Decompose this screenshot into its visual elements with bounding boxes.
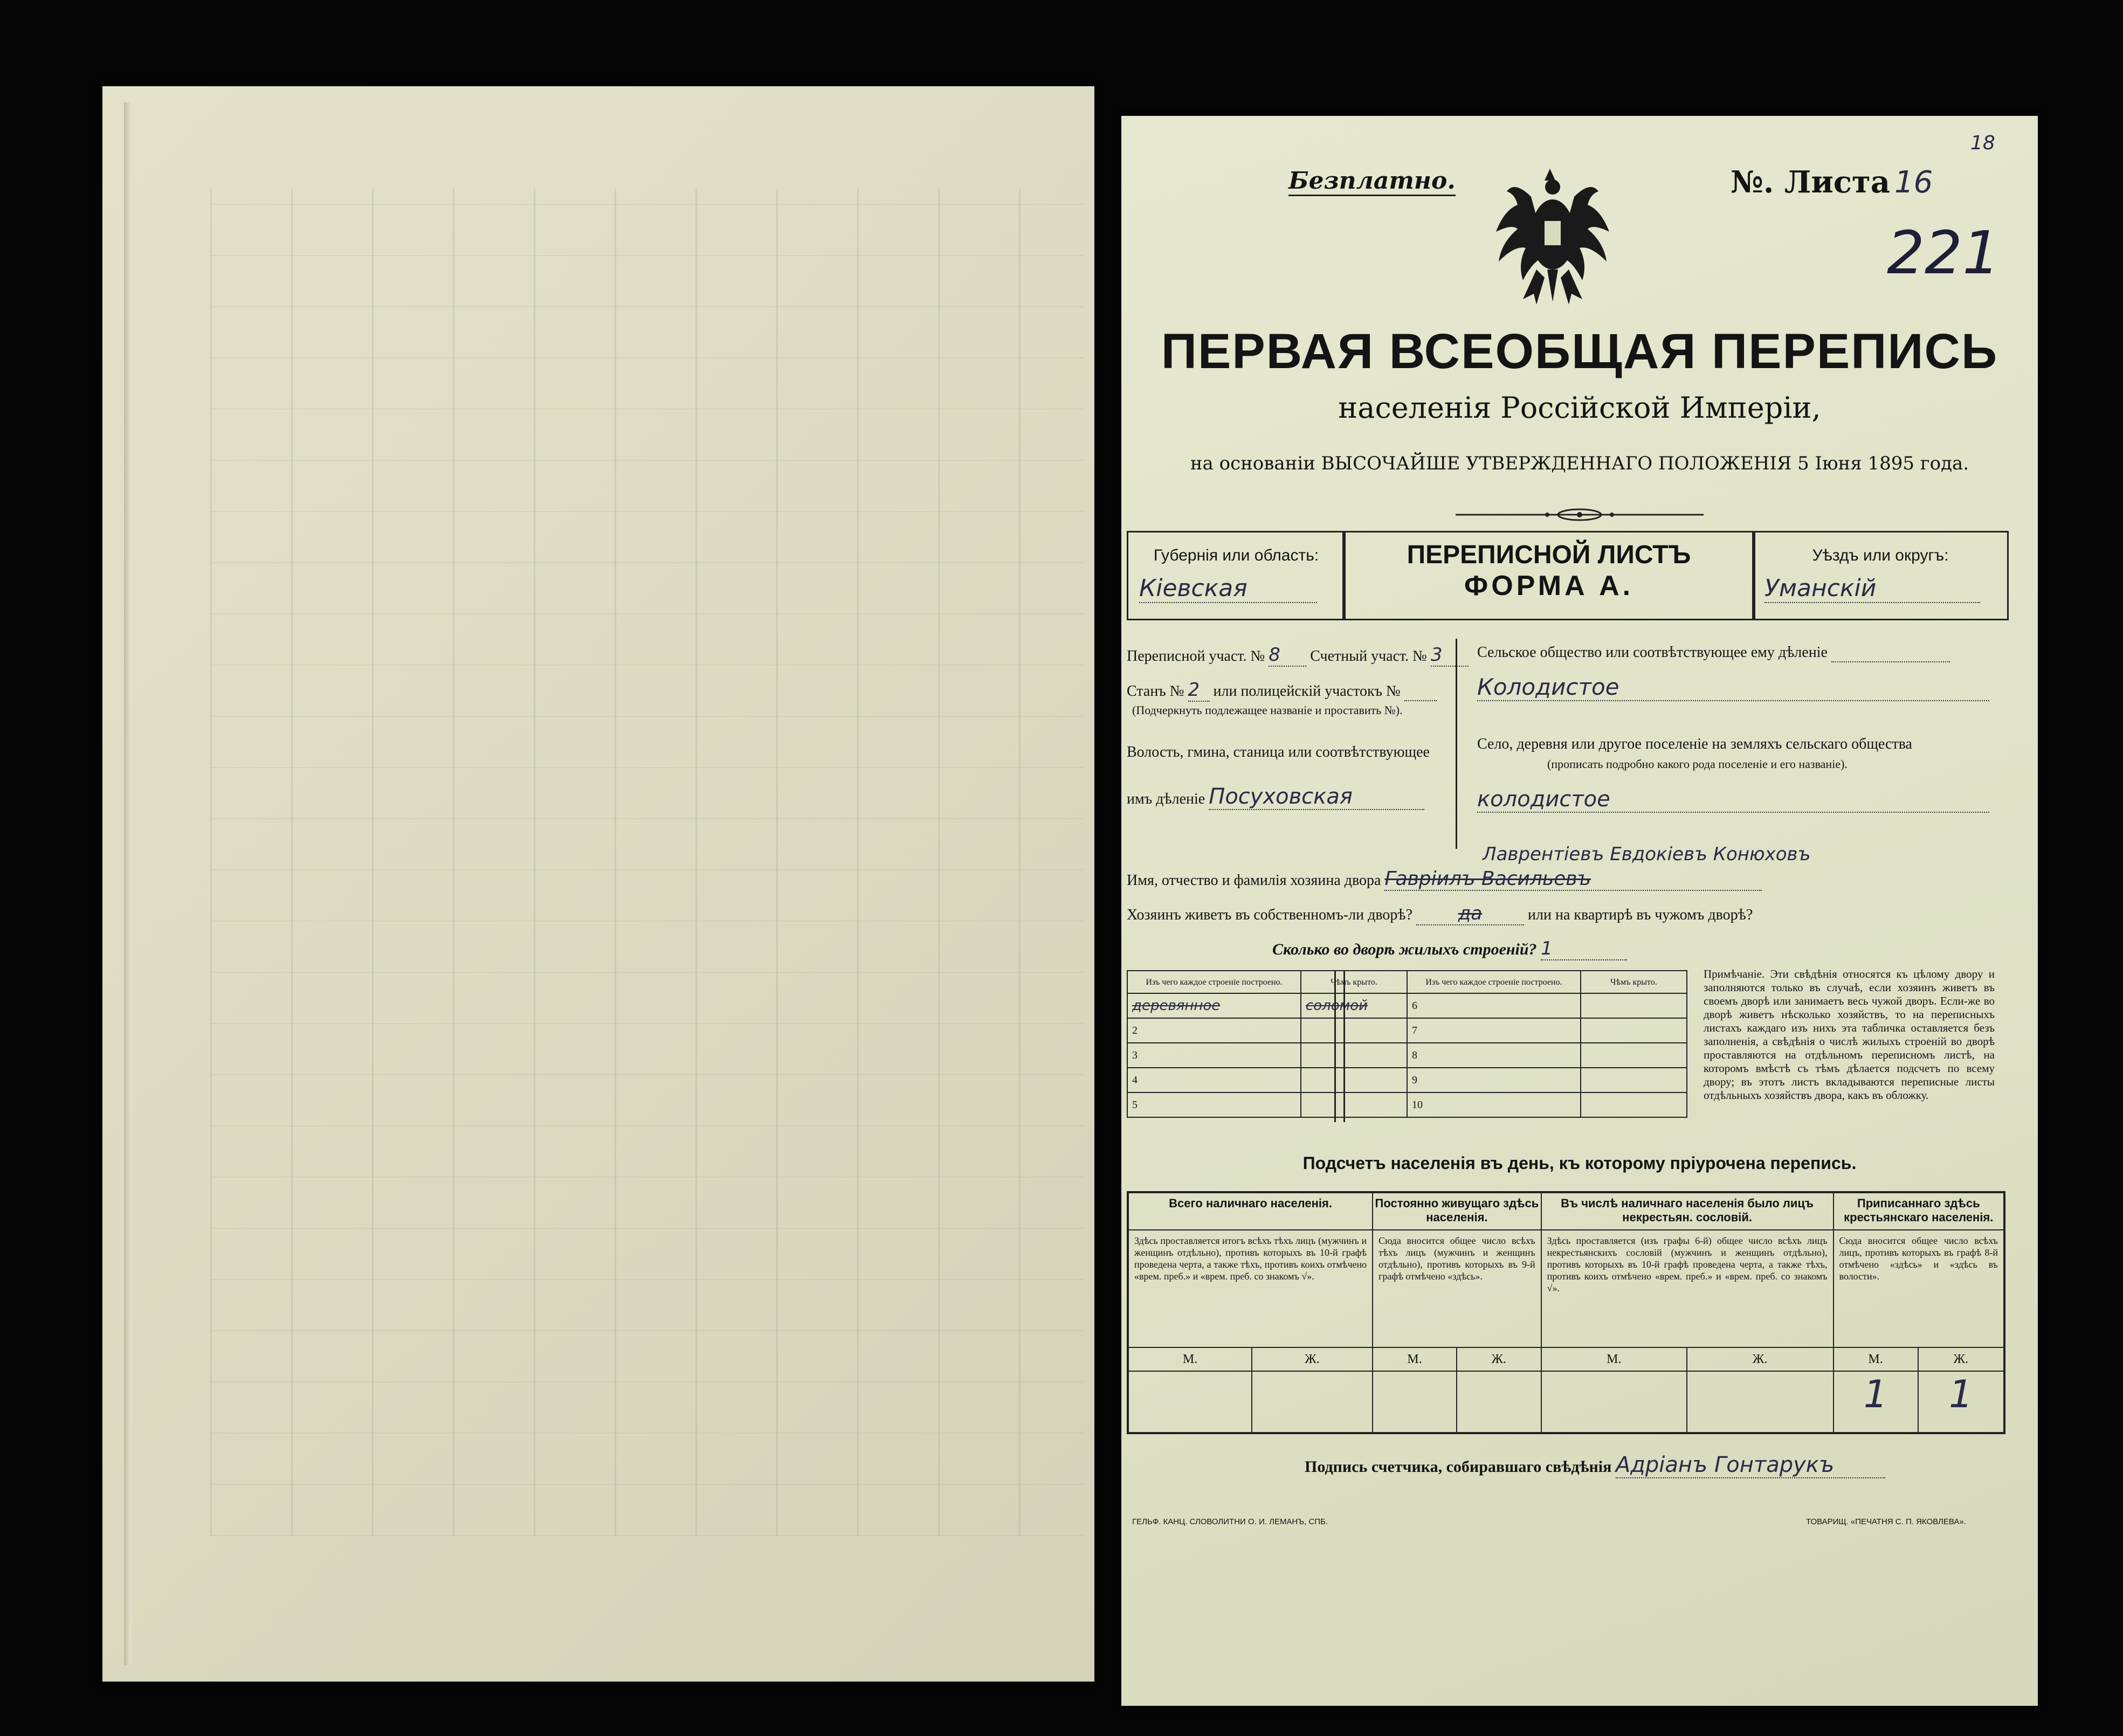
printer-right: ТОВАРИЩ. «ПЕЧАТНЯ С. П. ЯКОВЛЕВА». bbox=[1806, 1517, 1966, 1526]
col-roof: Чѣмъ крыто. bbox=[1301, 971, 1407, 993]
form-list-form: ФОРМА А. bbox=[1464, 570, 1634, 601]
row-number: 10 bbox=[1407, 1092, 1581, 1117]
left-blank-page bbox=[102, 86, 1094, 1682]
sheet-number-label: №. Листа bbox=[1731, 164, 1890, 200]
gubernia-box bbox=[1127, 531, 1346, 620]
owner-label: Имя, отчество и фамилія хозяина двора bbox=[1127, 872, 1381, 889]
uezd-value: Уманскій bbox=[1764, 575, 1980, 603]
obshchestvo-label: Сельское общество или соотвѣтствующее ему дѣленіе bbox=[1477, 644, 1828, 661]
row-number: 3 bbox=[1127, 1043, 1301, 1068]
row1-material: деревянное bbox=[1127, 993, 1301, 1018]
volost-value: Посуховская bbox=[1209, 784, 1424, 810]
signature-field bbox=[1305, 1453, 1885, 1478]
zh-label: Ж. bbox=[1918, 1347, 2004, 1371]
printer-left: ГЕЛЬФ. КАНЦ. СЛОВОЛИТНИ О. И. ЛЕМАНЪ, СПБ. bbox=[1132, 1517, 1328, 1526]
population-count-title: Подсчетъ населенія въ день, къ которому пріурочена перепись. bbox=[1302, 1153, 1857, 1173]
volost-label-2: имъ дѣленіе bbox=[1127, 791, 1205, 807]
buildings-table-left bbox=[1127, 970, 1687, 1118]
m-label: М. bbox=[1834, 1347, 1918, 1371]
col1-desc: Здѣсь проставляется итогъ всѣхъ тѣхъ лицъ (мужчинъ и женщинъ отдѣльно), противъ которыхъ въ 10-й графѣ проведена черта, а также тѣхъ, противъ коихъ отмѣчено «врем. преб.» и «врем. преб. со знакомъ √». bbox=[1128, 1230, 1373, 1347]
obshchestvo-field bbox=[1477, 644, 1950, 662]
buildings-label: Сколько во дворѣ жилыхъ строеній? bbox=[1272, 940, 1537, 958]
stan-value: 2 bbox=[1188, 679, 1210, 702]
ornament-divider bbox=[1456, 504, 1704, 525]
page-stack-edge bbox=[124, 102, 132, 1665]
gubernia-value: Кіевская bbox=[1139, 575, 1317, 603]
row-number: 4 bbox=[1127, 1068, 1301, 1092]
owner-value-top: Лаврентіевъ Евдокіевъ Конюховъ bbox=[1483, 843, 1811, 865]
sheet-number bbox=[1731, 164, 1933, 200]
row-number: 7 bbox=[1407, 1018, 1581, 1043]
population-count-table bbox=[1127, 1191, 2005, 1434]
signature-label: Подпись счетчика, собиравшаго свѣдѣнія bbox=[1305, 1458, 1612, 1476]
free-label: Безплатно. bbox=[1288, 167, 1456, 196]
volost-field bbox=[1127, 784, 1424, 810]
double-headed-eagle-icon bbox=[1493, 164, 1612, 310]
m-label: М. bbox=[1128, 1347, 1252, 1371]
col-material-right: Изъ чего каждое строеніе построено. bbox=[1407, 971, 1581, 993]
table-row bbox=[1127, 1018, 1687, 1043]
sheet-number-value: 16 bbox=[1894, 165, 1933, 200]
schetny-value: 3 bbox=[1431, 644, 1469, 667]
row-number: 6 bbox=[1407, 993, 1581, 1018]
col-material: Изъ чего каждое строеніе построено. bbox=[1127, 971, 1301, 993]
col4-head: Приписаннаго здѣсь крестьянскаго населенія. bbox=[1834, 1192, 2004, 1230]
owner-value: Гавріилъ Васильевъ bbox=[1384, 868, 1762, 891]
buildings-value: 1 bbox=[1541, 938, 1627, 960]
stan-note: (Подчеркнуть подлежащее названіе и проставить №). bbox=[1132, 703, 1403, 717]
stan-label: Станъ № bbox=[1127, 683, 1184, 700]
col3-desc: Здѣсь проставляется (изъ графы 6-й) общее число всѣхъ лицъ некрестьянскихъ сословій (мужчинъ и женщинъ отдѣльно), противъ которыхъ въ 10-й графѣ проведена черта, а также тѣхъ, противъ коихъ отмѣчено «врем. преб.» и «врем. преб. со знакомъ √». bbox=[1541, 1230, 1834, 1347]
owner-field bbox=[1127, 868, 1762, 891]
row-number: 9 bbox=[1407, 1068, 1581, 1092]
form-type-box bbox=[1342, 531, 1755, 620]
col4-m-value: 1 bbox=[1834, 1371, 1918, 1433]
own-yard-label: Хозяинъ живетъ въ собственномъ-ли дворѣ? bbox=[1127, 907, 1413, 923]
obshchestvo-value: Колодистое bbox=[1477, 674, 1989, 701]
form-list-title: ПЕРЕПИСНОЙ ЛИСТЪ bbox=[1407, 541, 1691, 569]
form-basis: на основаніи ВЫСОЧАЙШЕ УТВЕРЖДЕННАГО ПОЛОЖЕНІЯ 5 Іюня 1895 года. bbox=[1190, 453, 1969, 474]
row-number: 5 bbox=[1127, 1092, 1301, 1117]
col4-desc: Сюда вносится общее число всѣхъ лицъ, противъ которыхъ въ графѣ 8-й отмѣчено «здѣсь» и «здѣсь въ волости». bbox=[1834, 1230, 2004, 1347]
m-label: М. bbox=[1541, 1347, 1687, 1371]
bleed-through-grid bbox=[210, 189, 1084, 1536]
selo-note: (прописать подробно какого рода поселеніе и его названіе). bbox=[1547, 757, 1848, 771]
alien-yard-label: или на квартирѣ въ чужомъ дворѣ? bbox=[1528, 907, 1753, 923]
perepisnoy-label: Переписной участ. № bbox=[1127, 648, 1265, 665]
selo-value: колодистое bbox=[1477, 787, 1989, 813]
signature-value: Адріанъ Гонтарукъ bbox=[1616, 1453, 1885, 1478]
col3-head: Въ числѣ наличнаго населенія было лицъ некрестьян. сословій. bbox=[1541, 1192, 1834, 1230]
buildings-note: Примѣчаніе. Эти свѣдѣнія относятся къ цѣлому двору и заполняются только въ случаѣ, если хозяинъ живетъ въ своемъ дворѣ или занимаетъ весь чужой дворъ. Если-же во дворѣ живетъ нѣсколько хозяйствъ, то на переписныхъ листахъ каждаго изъ нихъ эта табличка оставляется безъ заполненія, а свѣдѣнія о числѣ жилыхъ строеній во дворѣ проставляются на отдѣльномъ переписномъ листѣ, на которомъ вмѣстѣ съ тѣмъ дѣлается подсчетъ по всему двору; въ этотъ листъ вкладываются переписные листы отдѣльныхъ хозяйствъ двора, какъ въ обложку. bbox=[1704, 967, 1995, 1102]
volost-label-1: Волость, гмина, станица или соотвѣтствующее bbox=[1127, 744, 1430, 760]
table-row bbox=[1127, 1068, 1687, 1092]
zh-label: Ж. bbox=[1457, 1347, 1541, 1371]
col4-zh-value: 1 bbox=[1918, 1371, 2004, 1433]
row-number: 8 bbox=[1407, 1043, 1581, 1068]
table-double-rule bbox=[1334, 970, 1345, 1122]
row1-roof: соломой bbox=[1301, 993, 1407, 1018]
table-row bbox=[1127, 1043, 1687, 1068]
own-yard-value: да bbox=[1416, 903, 1524, 925]
form-title: ПЕРВАЯ ВСЕОБЩАЯ ПЕРЕПИСЬ bbox=[1161, 324, 1998, 379]
stamp-number: 221 bbox=[1887, 218, 2000, 287]
col2-desc: Сюда вносится общее число всѣхъ тѣхъ лицъ (мужчинъ и женщинъ отдѣльно), противъ которыхъ въ 9-й графѣ отмѣчено «здѣсь». bbox=[1373, 1230, 1541, 1347]
census-form-page bbox=[1121, 116, 2038, 1706]
own-yard-field bbox=[1127, 903, 1753, 925]
stan-field bbox=[1127, 679, 1437, 702]
perepisnoy-uchastok bbox=[1127, 644, 1469, 667]
table-row bbox=[1127, 1092, 1687, 1117]
buildings-field bbox=[1272, 938, 1627, 960]
perepisnoy-value: 8 bbox=[1269, 644, 1306, 667]
col-roof-right: Чѣмъ крыто. bbox=[1581, 971, 1687, 993]
selo-label: Село, деревня или другое поселеніе на земляхъ сельскаго общества bbox=[1477, 736, 1912, 752]
form-subtitle: населенія Россійской Имперіи, bbox=[1338, 391, 1821, 425]
col1-head: Всего наличнаго населенія. bbox=[1128, 1192, 1373, 1230]
stan-suffix: или полицейскій участокъ № bbox=[1213, 683, 1401, 700]
gubernia-label: Губернія или область: bbox=[1153, 547, 1319, 564]
row-number: 2 bbox=[1127, 1018, 1301, 1043]
zh-label: Ж. bbox=[1687, 1347, 1834, 1371]
table-row bbox=[1127, 993, 1687, 1018]
uezd-label: Уѣздъ или округъ: bbox=[1812, 547, 1949, 564]
uezd-box bbox=[1752, 531, 2009, 620]
schetny-label: Счетный участ. № bbox=[1310, 648, 1427, 665]
m-label: М. bbox=[1373, 1347, 1457, 1371]
zh-label: Ж. bbox=[1252, 1347, 1373, 1371]
corner-note: 18 bbox=[1970, 132, 1995, 154]
column-divider bbox=[1456, 639, 1457, 849]
col2-head: Постоянно живущаго здѣсь населенія. bbox=[1373, 1192, 1541, 1230]
